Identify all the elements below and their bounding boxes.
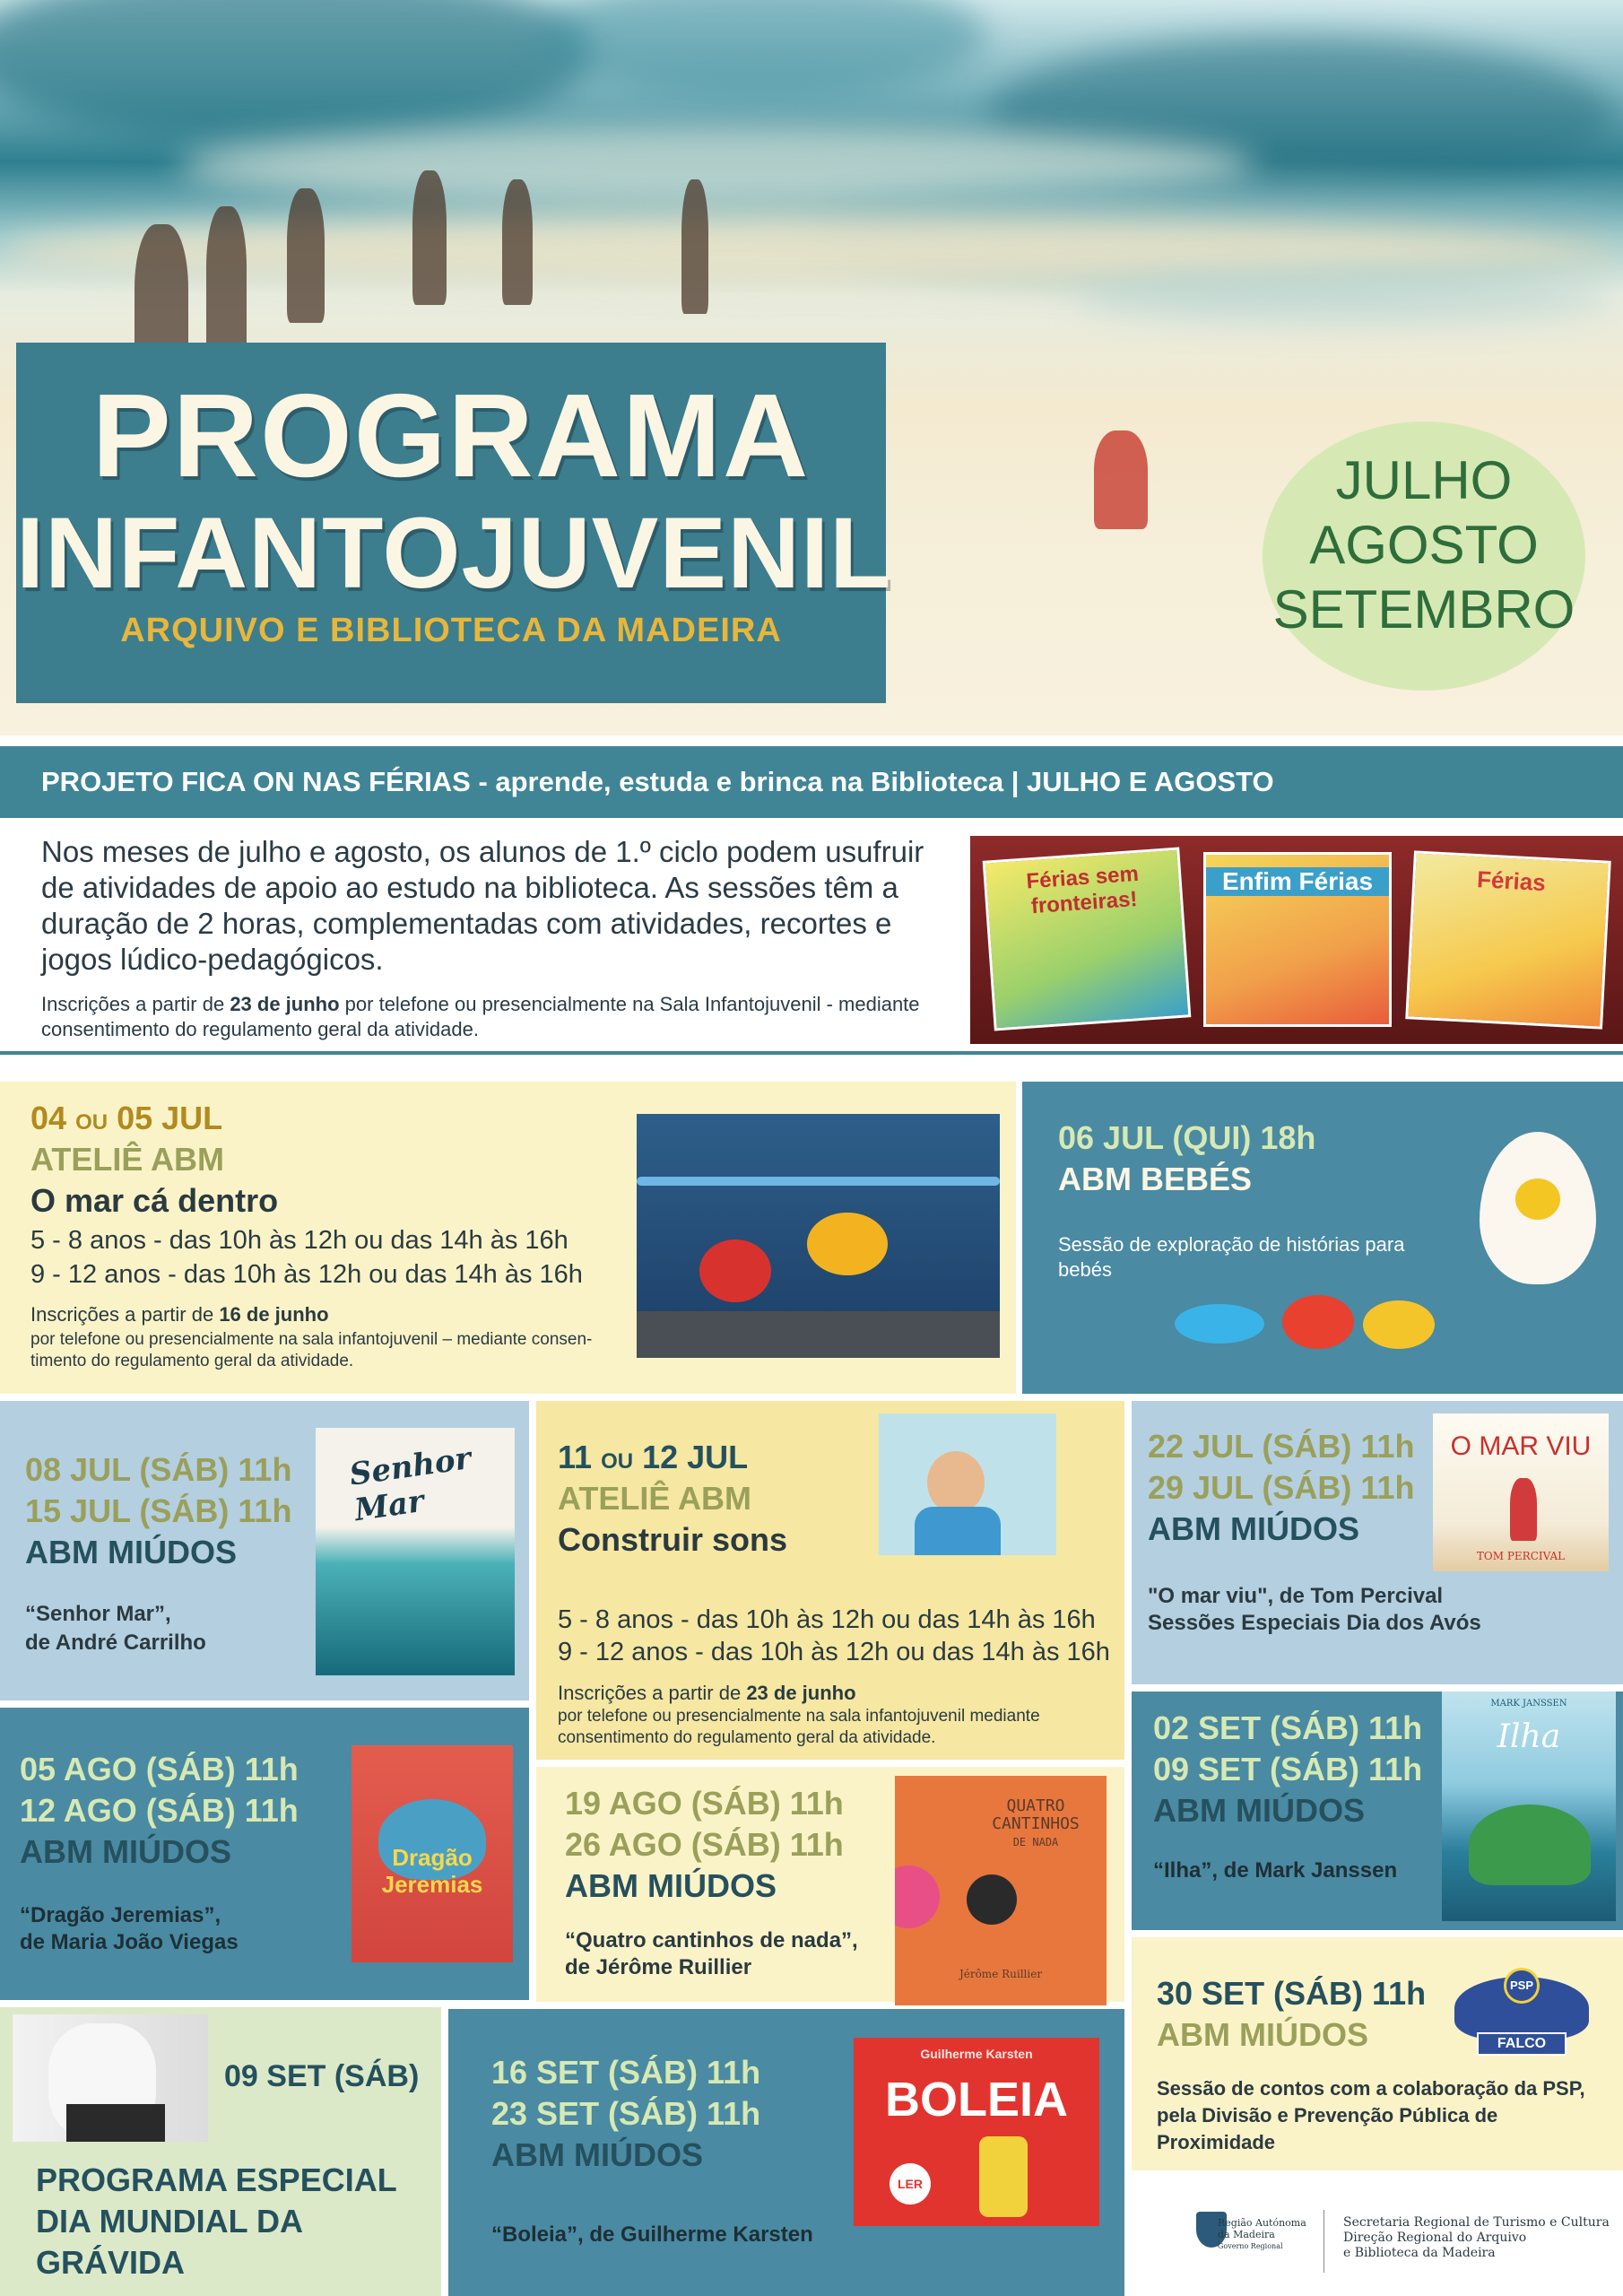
date-a: 11: [558, 1439, 593, 1475]
page-subtitle: ARQUIVO E BIBLIOTECA DA MADEIRA: [120, 612, 782, 649]
event-date: 05 AGO (SÁB) 11h: [20, 1751, 299, 1787]
event-date: [30, 1098, 222, 1144]
cover-title: BOLEIA: [884, 2073, 1068, 2126]
event-date: 16 SET (SÁB) 11h: [491, 2054, 761, 2091]
date-b: 12 JUL: [642, 1439, 749, 1475]
event-boleia: [448, 2009, 1124, 2296]
event-label: ABM MIÚDOS: [491, 2136, 703, 2173]
event-date: 09 SET (SÁB) 11h: [1153, 1751, 1423, 1787]
cover-title: DE NADA: [1012, 1836, 1059, 1848]
registration-prefix: Inscrições a partir de: [30, 1303, 220, 1326]
event-photo: [879, 1413, 1056, 1555]
fish-icon: [1363, 1300, 1435, 1349]
book-cover: [983, 848, 1192, 1031]
event-registration: [558, 1681, 1105, 1706]
event-date: 22 JUL (SÁB) 11h: [1148, 1428, 1415, 1465]
event-description: Sessão de contos com a colaboração da PSP, pela Divisão e Prevenção Pública de Proximidade: [1157, 2077, 1585, 2153]
event-title: Construir sons: [558, 1521, 788, 1558]
event-registration-detail: por telefone ou presencialmente na sala infantojuvenil – mediante consen-timento do regulamento geral da atividade.: [30, 1330, 593, 1370]
registration-date: 16 de junho: [219, 1303, 329, 1326]
event-label: ABM MIÚDOS: [1153, 1792, 1365, 1829]
registration-prefix: Inscrições a partir de: [558, 1682, 747, 1704]
event-date: 09 SET (SÁB): [224, 2059, 420, 2093]
divider: [0, 1051, 1623, 1055]
event-label: ATELIÊ ABM: [30, 1141, 224, 1178]
beach-figure: [681, 179, 708, 314]
event-date: 08 JUL (SÁB) 11h: [25, 1451, 292, 1488]
event-date: 23 SET (SÁB) 11h: [491, 2095, 761, 2132]
page-title: PROGRAMA: [91, 370, 811, 501]
book-title: "O mar viu", de Tom Percival: [1148, 1584, 1444, 1608]
date-or: OU: [601, 1449, 634, 1474]
book-title: Férias sem fronteiras!: [1025, 861, 1140, 919]
date-a: 04: [30, 1100, 67, 1136]
cover-author: MARK JANSSEN: [1490, 1699, 1567, 1709]
cover-title: Ilha: [1497, 1718, 1561, 1755]
month-july: JULHO: [1335, 450, 1513, 510]
event-quatro-cantinhos: [536, 1767, 1124, 2002]
footer-text: Secretaria Regional de Turismo e Cultura: [1343, 2215, 1610, 2230]
cover-title: QUATRO: [1006, 1796, 1065, 1815]
event-label: ABM BEBÉS: [1058, 1161, 1253, 1197]
project-bar: PROJETO FICA ON NAS FÉRIAS - aprende, estuda e brinca na Biblioteca | JULHO E AGOSTO: [0, 746, 1623, 818]
book-cover: [316, 1428, 515, 1675]
cover-title: O MAR VIU: [1450, 1431, 1592, 1461]
book-cover: [1203, 852, 1392, 1027]
footer-text: Governo Regional: [1218, 2242, 1283, 2250]
project-registration: [41, 992, 947, 1042]
book-title: “Senhor Mar”,: [25, 1602, 171, 1626]
event-date: 06 JUL (QUI) 18h: [1058, 1119, 1316, 1156]
footer-text: da Madeira: [1218, 2229, 1275, 2240]
beach-figure: [287, 188, 325, 323]
book-author: de Maria João Viegas: [20, 1930, 239, 1954]
book-title: “Ilha”, de Mark Janssen: [1153, 1858, 1398, 1883]
cover-title: Dragão Jeremias: [381, 1844, 483, 1898]
event-date: [558, 1437, 748, 1483]
event-senhor-mar: [0, 1401, 529, 1700]
cover-author: Guilherme Karsten: [920, 2047, 1033, 2061]
project-description: Nos meses de julho e agosto, os alunos de 1.º ciclo podem usufruir de atividades de apoio ao estudo na biblioteca. As sessões têm a duração de 2 horas, complementadas com atividades, recortes e jogos lúdico-pedagógicos.: [41, 835, 924, 976]
event-psp: [1132, 1937, 1623, 2170]
event-atelie-construir-sons: [536, 1401, 1124, 1760]
event-date: 15 JUL (SÁB) 11h: [25, 1492, 292, 1529]
event-label: ATELIÊ ABM: [558, 1480, 751, 1517]
book-cover: [1405, 850, 1611, 1029]
event-label: ABM MIÚDOS: [1157, 2016, 1368, 2053]
event-ilha: [1132, 1692, 1623, 1930]
event-title-line: GRÁVIDA: [36, 2244, 186, 2281]
book-author: de Jérôme Ruillier: [565, 1955, 752, 1979]
fish-icon: [1175, 1304, 1264, 1344]
event-dragao-jeremias: [0, 1708, 529, 2000]
event-title-line: DIA MUNDIAL DA: [36, 2203, 303, 2239]
event-date: 29 JUL (SÁB) 11h: [1148, 1469, 1415, 1506]
event-age-line: 5 - 8 anos - das 10h às 12h ou das 14h às 16h: [558, 1605, 1096, 1634]
registration-suffix: por telefone ou presencialmente na Sala Infantojuvenil - mediante consentimento do regulamento geral da atividade.: [41, 993, 920, 1040]
book-author: de André Carrilho: [25, 1631, 206, 1655]
hero-illustration: [0, 0, 1623, 735]
cover-author: TOM PERCIVAL: [1476, 1550, 1566, 1562]
footer-text: e Biblioteca da Madeira: [1343, 2246, 1496, 2260]
book-cover: [352, 1745, 513, 1962]
event-label: ABM MIÚDOS: [1148, 1510, 1359, 1547]
event-label: ABM MIÚDOS: [565, 1867, 777, 1904]
project-books-photo: [970, 836, 1623, 1044]
event-photo: [13, 2014, 208, 2142]
event-date: 19 AGO (SÁB) 11h: [565, 1785, 844, 1822]
psp-label: PSP: [1504, 1968, 1540, 2004]
event-label: ABM MIÚDOS: [20, 1833, 231, 1870]
event-date: 30 SET (SÁB) 11h: [1157, 1975, 1427, 2012]
book-cover: [895, 1776, 1107, 2005]
psp-falco-logo: [1454, 1968, 1589, 2061]
egg-icon: [1480, 1132, 1596, 1284]
footer-text: Direção Regional do Arquivo: [1343, 2231, 1527, 2245]
page-title-line2: INFANTOJUVENIL: [16, 497, 892, 609]
event-registration: [30, 1302, 640, 1327]
book-title: Enfim Férias: [1206, 867, 1389, 896]
book-cover: [1442, 1692, 1616, 1921]
falco-label: FALCO: [1477, 2032, 1567, 2056]
event-bebes: [1022, 1082, 1623, 1394]
cover-badge: LER: [890, 2163, 931, 2205]
event-registration-detail: por telefone ou presencialmente na sala infantojuvenil mediante consentimento do regulamento geral da atividade.: [558, 1707, 1040, 1747]
event-title: O mar cá dentro: [30, 1182, 279, 1219]
event-age-line: 9 - 12 anos - das 10h às 12h ou das 14h às 16h: [30, 1260, 583, 1289]
footer-text: Região Autónoma: [1218, 2217, 1306, 2229]
book-cover: [1433, 1413, 1609, 1571]
month-august: AGOSTO: [1309, 515, 1539, 575]
event-date: 26 AGO (SÁB) 11h: [565, 1826, 844, 1863]
book-title: Férias: [1476, 865, 1547, 897]
cover-author: Jérôme Ruillier: [959, 1968, 1043, 1980]
book-title: “Boleia”, de Guilherme Karsten: [491, 2222, 813, 2247]
registration-prefix: Inscrições a partir de: [41, 993, 230, 1015]
event-note: Sessões Especiais Dia dos Avós: [1148, 1611, 1481, 1635]
cover-title: CANTINHOS: [992, 1814, 1080, 1833]
months-badge: [1263, 422, 1585, 691]
running-girl: [1094, 430, 1148, 529]
registration-date: 23 de junho: [746, 1682, 856, 1704]
event-age-line: 9 - 12 anos - das 10h às 12h ou das 14h às 16h: [558, 1638, 1110, 1666]
event-title-line: PROGRAMA ESPECIAL: [36, 2161, 397, 2198]
book-cover: [854, 2038, 1099, 2226]
event-age-line: 5 - 8 anos - das 10h às 12h ou das 14h às 16h: [30, 1226, 568, 1255]
event-title: [36, 2160, 397, 2283]
beach-figure: [206, 206, 247, 359]
footer-logos: [1132, 2188, 1623, 2296]
registration-date: 23 de junho: [230, 993, 340, 1015]
beach-figure: [502, 179, 533, 305]
event-description: Sessão de exploração de histórias para bebés: [1058, 1233, 1405, 1281]
book-title: “Quatro cantinhos de nada”,: [565, 1928, 858, 1952]
event-atelie-o-mar: [0, 1082, 1016, 1394]
event-o-mar-viu: [1132, 1401, 1623, 1684]
book-title: “Dragão Jeremias”,: [20, 1903, 221, 1927]
date-or: OU: [75, 1110, 108, 1135]
cover-title: Senhor Mar: [347, 1440, 473, 1529]
month-september: SETEMBRO: [1272, 579, 1575, 639]
event-photo: [637, 1114, 1000, 1358]
footer-left: [1218, 2217, 1306, 2252]
footer-right: [1343, 2215, 1610, 2261]
event-gravida: [0, 2007, 441, 2296]
beach-figure: [412, 170, 447, 305]
date-b: 05 JUL: [117, 1100, 223, 1136]
fish-icon: [1282, 1295, 1354, 1349]
title-box: [16, 343, 892, 703]
event-date: 12 AGO (SÁB) 11h: [20, 1792, 299, 1829]
event-date: 02 SET (SÁB) 11h: [1153, 1709, 1423, 1746]
event-label: ABM MIÚDOS: [25, 1534, 237, 1570]
